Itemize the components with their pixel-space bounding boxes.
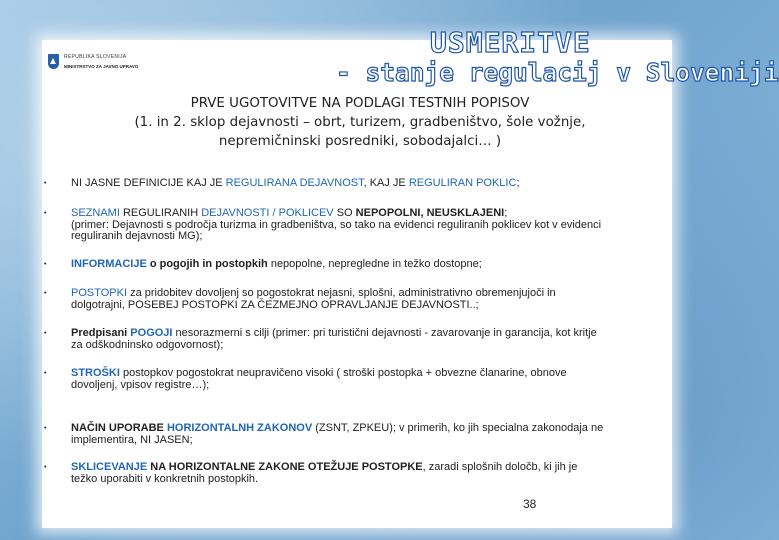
item-highlight: STROŠKI (71, 367, 120, 379)
item-text: nepopolne, nepregledne in težko dostopne; (267, 258, 482, 270)
list-item (44, 288, 664, 311)
list-item (44, 259, 664, 271)
bullet-icon: • (44, 425, 47, 432)
heading-line-1: PRVE UGOTOVITVE NA PODLAGI TESTNIH POPISOV (190, 96, 530, 111)
item-bold: o pogojih in postopkih (146, 258, 268, 270)
item-highlight: HORIZONTALNH ZAKONOV (166, 422, 313, 434)
coat-of-arms-icon (48, 54, 59, 69)
slide-title: USMERITVE (430, 26, 591, 59)
item-line-2: dovoljenj, vpisov registre…); (71, 378, 210, 391)
slide-heading (60, 94, 660, 151)
bullet-icon: • (44, 261, 47, 268)
logo-line-1: REPUBLIKA SLOVENIJA (64, 54, 127, 60)
list-item (44, 208, 664, 243)
list-item-text (71, 208, 664, 243)
item-highlight: REGULIRAN POKLIC (408, 177, 517, 189)
slide-subtitle: - stanje regulacij v Sloveniji (336, 58, 779, 87)
item-line-2: težko uporabiti v konkretnih postopkih. (71, 472, 259, 485)
list-item-text (71, 259, 664, 271)
list-item-text (71, 288, 664, 311)
item-text: postopkov pogostokrat neupravičeno visoki ( stroški postopka + obvezne članarine, obnove (119, 367, 567, 379)
item-highlight: POGOJI (130, 327, 173, 339)
item-text: nesorazmerni s cilji (primer: pri turistični dejavnosti - zavarovanje in garancija, kot kritje (172, 327, 597, 339)
list-item (44, 368, 664, 391)
item-bold: NAČIN UPORABE (71, 422, 167, 434)
item-text: , zaradi splošnih določb, ki jih je (422, 461, 578, 473)
item-text: NI JASNE DEFINICIJE KAJ JE (71, 177, 226, 189)
bullet-icon: • (44, 210, 47, 217)
item-line-2: (primer: Dejavnosti s področja turizma in gradbeništva, so tako na evidenci reguliranih poklicev kot v evidenci (71, 218, 602, 231)
item-highlight: REGULIRANA DEJAVNOST (225, 177, 364, 189)
list-item-text (71, 328, 664, 351)
item-bold: NA HORIZONTALNE ZAKONE OTEŽUJE POSTOPKE (147, 461, 423, 473)
item-line-3: reguliranih dejavnosti MG); (71, 230, 203, 242)
item-line-2: za odškodninsko odgovornost); (71, 338, 224, 351)
list-item (44, 423, 664, 446)
list-item-text (71, 178, 664, 190)
item-text: ; (516, 177, 520, 189)
item-highlight: POSTOPKI (71, 287, 128, 299)
bullet-icon: • (44, 290, 47, 297)
item-line-2: dolgotrajni, POSEBEJ POSTOPKI ZA ČEZMEJNO OPRAVLJANJE DEJAVNOSTI..; (71, 298, 479, 311)
bullet-icon: • (44, 464, 47, 471)
item-highlight: INFORMACIJE (71, 258, 147, 270)
item-text: (ZSNT, ZPKEU); v primerih, ko jih specialna zakonodaja ne (312, 422, 604, 434)
item-line-2: implementira, NI JASEN; (71, 433, 193, 446)
item-bold: Predpisani (71, 327, 131, 339)
list-item-text (71, 423, 664, 446)
bullet-icon: • (44, 180, 47, 187)
item-text: SO (333, 207, 356, 219)
heading-line-3: nepremičninski posredniki, sobodajalci… ) (218, 134, 502, 149)
ministry-logo (48, 53, 178, 75)
page-number: 38 (523, 497, 537, 511)
bullet-icon: • (44, 330, 47, 337)
item-text: , KAJ JE (363, 177, 409, 189)
list-item (44, 328, 664, 351)
item-highlight: SKLICEVANJE (71, 461, 148, 473)
bullet-icon: • (44, 370, 47, 377)
item-bold: NEPOPOLNI, NEUSKLAJENI (355, 207, 505, 219)
item-highlight: DEJAVNOSTI / POKLICEV (201, 207, 334, 219)
list-item-text (71, 368, 664, 391)
logo-line-2: MINISTRSTVO ZA JAVNO UPRAVO (64, 64, 139, 69)
list-item-text (71, 462, 664, 485)
item-text: ; (504, 207, 508, 219)
list-item (44, 178, 664, 190)
item-highlight: SEZNAMI (71, 207, 120, 219)
heading-line-2: (1. in 2. sklop dejavnosti – obrt, turizem, gradbeništvo, šole vožnje, (134, 115, 586, 130)
list-item (44, 462, 664, 485)
item-text: za pridobitev dovoljenj so pogostokrat nejasni, splošni, administrativno obremenjujoči in (127, 287, 556, 299)
item-text: REGULIRANIH (119, 207, 202, 219)
